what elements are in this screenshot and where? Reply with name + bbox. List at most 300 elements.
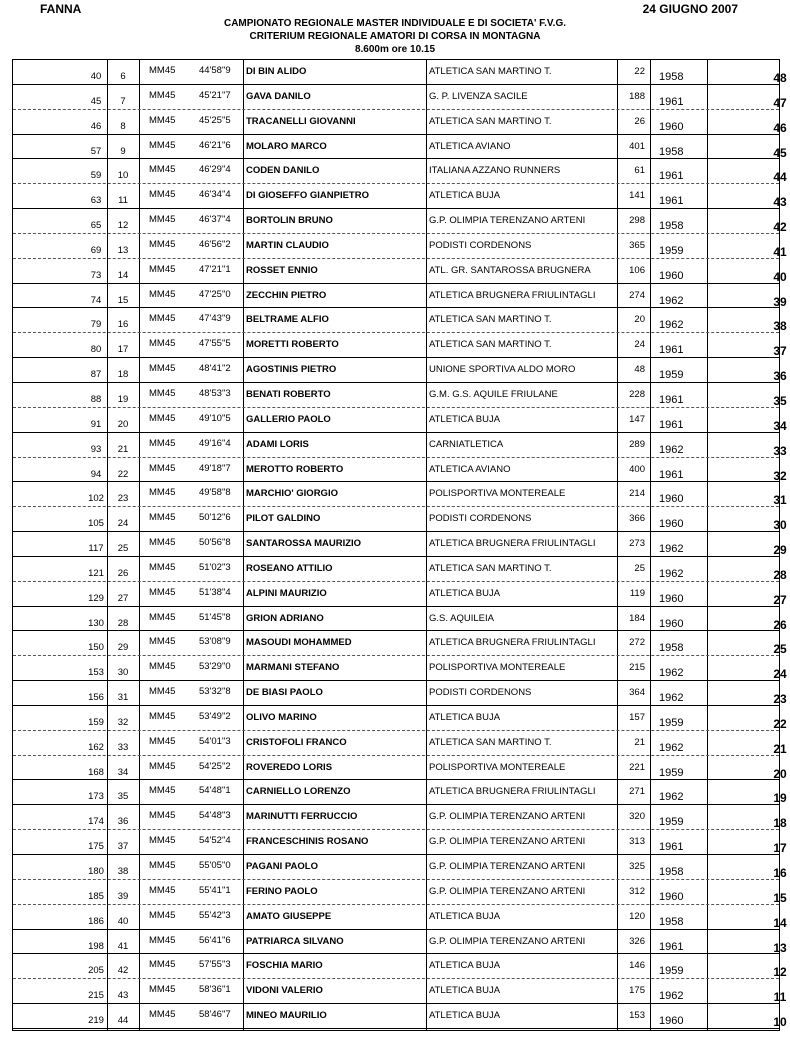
overall-position: 185 [88,890,104,902]
category: MM45 [149,238,176,250]
team-name: CARNIATLETICA [429,438,504,450]
overall-position: 186 [88,915,104,927]
category: MM45 [149,561,176,573]
birth-year: 1958 [659,866,684,878]
finish-time: 54'48"3 [199,810,231,822]
birth-year: 1959 [659,369,684,382]
bib-number: 146 [629,960,645,972]
athlete-name: FERINO PAOLO [246,885,318,897]
table-row [13,209,787,235]
points: 12 [773,965,787,980]
athlete-name: FRANCESCHINIS ROSANO [246,836,369,848]
category: MM45 [149,835,176,847]
table-row [13,681,787,707]
team-name: G.P. OLIMPIA TERENZANO ARTENI [429,836,586,848]
category-position: 7 [120,95,126,107]
overall-position: 130 [88,617,104,629]
finish-time: 51'38"4 [199,586,231,598]
bib-number: 184 [629,612,645,624]
birth-year: 1962 [659,567,684,580]
category: MM45 [149,636,176,648]
points: 40 [773,269,787,284]
bib-number: 188 [629,90,645,102]
team-name: ATLETICA BUJA [429,711,501,723]
athlete-name: PAGANI PAOLO [246,861,318,872]
category-position: 42 [117,965,129,977]
athlete-name: OLIVO MARINO [246,711,317,723]
team-name: ATLETICA BUJA [429,960,501,972]
championship-title: CAMPIONATO REGIONALE MASTER INDIVIDUALE E DI SOCIETA' F.V.G. [223,18,567,29]
birth-year: 1962 [659,543,684,556]
overall-position: 215 [88,990,104,1002]
category: MM45 [149,735,176,747]
category-position: 13 [117,244,129,256]
bib-number: 271 [629,786,645,798]
team-name: G. P. LIVENZA SACILE [429,90,528,102]
table-row [13,855,787,880]
points: 42 [773,220,787,235]
points: 19 [773,791,787,806]
birth-year: 1961 [659,468,684,481]
finish-time: 58'36"1 [199,984,231,996]
team-name: ATLETICA SAN MARTINO T. [429,339,552,351]
bib-number: 366 [629,513,645,525]
points: 32 [773,468,787,483]
category-position: 25 [117,543,129,555]
athlete-name: ADAMI LORIS [246,438,309,450]
table-row [13,358,787,384]
table-row [13,607,787,632]
points: 41 [773,244,787,259]
overall-position: 198 [88,940,104,952]
category: MM45 [149,760,176,772]
points: 26 [773,617,787,632]
overall-position: 150 [88,642,104,654]
table-row [13,954,787,980]
bib-number: 175 [629,985,645,997]
birth-year: 1960 [659,592,684,605]
points: 10 [773,1015,787,1030]
team-name: ATLETICA BRUGNERA FRIULINTAGLI [429,538,596,550]
bib-number: 289 [629,438,645,450]
table-row [13,582,787,607]
finish-time: 54'01"3 [199,735,231,747]
table-row [13,731,787,756]
team-name: ATLETICA BRUGNERA FRIULINTAGLI [429,786,596,798]
category-position: 31 [117,692,129,704]
bib-number: 24 [634,339,645,351]
finish-time: 49'16"4 [199,437,231,449]
athlete-name: MARINUTTI FERRUCCIO [246,811,358,823]
finish-time: 49'58"8 [199,487,231,499]
table-row [13,507,787,533]
athlete-name: DI GIOSEFFO GIANPIETRO [246,190,369,202]
category-position: 15 [117,294,129,306]
points: 23 [773,692,787,707]
finish-time: 44'58"9 [199,65,231,76]
birth-year: 1961 [659,940,684,953]
category-position: 44 [117,1015,129,1027]
birth-year: 1958 [659,915,684,928]
finish-time: 51'02"3 [199,561,231,573]
category: MM45 [149,189,176,201]
birth-year: 1960 [659,518,684,531]
athlete-name: CRISTOFOLI FRANCO [246,736,347,748]
bib-number: 325 [629,861,645,872]
table-row [13,830,787,856]
overall-position: 156 [88,692,104,704]
team-name: ATLETICA BRUGNERA FRIULINTAGLI [429,289,596,301]
birth-year: 1959 [659,716,684,729]
birth-year: 1962 [659,741,684,754]
finish-time: 53'49"2 [199,710,231,722]
category: MM45 [149,586,176,598]
points: 39 [773,294,787,309]
bib-number: 120 [629,910,645,922]
overall-position: 94 [90,468,102,480]
points: 37 [773,344,787,359]
athlete-name: MOLARO MARCO [246,140,327,152]
overall-position: 80 [90,344,102,356]
category-position: 10 [117,170,129,182]
category: MM45 [149,65,176,76]
category: MM45 [149,984,176,996]
table-row [13,656,787,682]
bib-number: 401 [629,140,645,152]
bib-number: 20 [634,314,645,326]
overall-position: 174 [88,816,104,828]
athlete-name: MINEO MAURILIO [246,1010,327,1022]
finish-time: 46'21"6 [199,139,231,151]
athlete-name: AMATO GIUSEPPE [246,910,332,922]
table-row [13,905,787,930]
bib-number: 400 [629,463,645,475]
team-name: ATLETICA SAN MARTINO T. [429,115,552,127]
category: MM45 [149,1009,176,1021]
category: MM45 [149,785,176,797]
category-position: 8 [120,120,126,132]
team-name: POLISPORTIVA MONTEREALE [429,761,566,773]
overall-position: 74 [90,294,102,306]
team-name: UNIONE SPORTIVA ALDO MORO [429,364,576,376]
points: 44 [773,170,787,185]
category-position: 12 [117,220,129,232]
birth-year: 1959 [659,766,684,779]
finish-time: 47'21"1 [199,263,231,275]
bib-number: 153 [629,1010,645,1022]
table-row [13,408,787,433]
category-position: 40 [117,915,129,927]
bib-number: 119 [629,587,645,599]
team-name: G.P. OLIMPIA TERENZANO ARTENI [429,215,586,227]
bib-number: 320 [629,811,645,823]
category-position: 21 [117,443,129,455]
points: 38 [773,319,787,334]
table-row [13,308,787,334]
finish-time: 54'52"4 [199,835,231,847]
criterium-title: CRITERIUM REGIONALE AMATORI DI CORSA IN MONTAGNA [249,31,541,42]
points: 22 [773,716,787,731]
birth-year: 1961 [659,170,684,183]
bib-number: 21 [634,736,645,748]
category: MM45 [149,611,176,623]
points: 16 [773,866,787,880]
athlete-name: AGOSTINIS PIETRO [246,364,337,376]
overall-position: 162 [88,741,104,753]
finish-time: 45'21"7 [199,89,231,101]
athlete-name: MASOUDI MOHAMMED [246,637,352,649]
team-name: PODISTI CORDENONS [429,239,532,251]
bib-number: 214 [629,488,645,500]
bib-number: 106 [629,264,645,276]
table-row [13,184,787,210]
category-position: 24 [117,518,129,530]
bib-number: 313 [629,836,645,848]
category: MM45 [149,387,176,399]
birth-year: 1960 [659,493,684,506]
athlete-name: BENATI ROBERTO [246,388,331,400]
category-position: 22 [117,468,129,480]
points: 21 [773,741,787,756]
athlete-name: ROSEANO ATTILIO [246,562,333,574]
table-row [13,557,787,582]
category: MM45 [149,412,176,424]
table-row [13,284,787,309]
team-name: ATLETICA SAN MARTINO T. [429,736,552,748]
finish-time: 46'56"2 [199,238,231,250]
bib-number: 147 [629,413,645,425]
category: MM45 [149,959,176,971]
table-row [13,1004,787,1030]
athlete-name: VIDONI VALERIO [246,985,323,997]
overall-position: 159 [88,716,104,728]
team-name: ATLETICA AVIANO [429,140,511,152]
event-date: 24 GIUGNO 2007 [642,2,738,16]
category: MM45 [149,909,176,921]
table-row [13,930,787,955]
points: 13 [773,940,787,955]
birth-year: 1960 [659,890,684,903]
category-position: 43 [117,990,129,1002]
team-name: PODISTI CORDENONS [429,513,532,525]
points: 15 [773,890,787,905]
team-name: G.P. OLIMPIA TERENZANO ARTENI [429,935,586,947]
table-row [13,333,787,359]
category-position: 33 [117,741,129,753]
table-row [13,458,787,483]
overall-position: 219 [88,1015,104,1027]
table-row [13,433,787,458]
table-row [13,532,787,558]
points: 34 [773,418,787,433]
finish-time: 45'25"5 [199,114,231,126]
finish-time: 50'56"8 [199,537,231,549]
category: MM45 [149,338,176,350]
category-position: 39 [117,890,129,902]
table-row [13,60,787,85]
birth-year: 1958 [659,220,684,233]
team-name: PODISTI CORDENONS [429,687,532,699]
table-row [13,706,787,731]
team-name: G.P. OLIMPIA TERENZANO ARTENI [429,861,586,872]
team-name: G.S. AQUILEIA [429,612,494,624]
overall-position: 117 [88,543,104,555]
birth-year: 1961 [659,418,684,431]
team-name: ATLETICA SAN MARTINO T. [429,66,552,77]
category: MM45 [149,487,176,499]
finish-time: 47'25"0 [199,288,231,300]
bib-number: 61 [634,165,645,177]
category-position: 41 [117,940,129,952]
points: 31 [773,493,787,508]
points: 33 [773,443,787,458]
points: 20 [773,766,787,781]
overall-position: 73 [90,269,102,281]
finish-time: 55'05"0 [199,860,231,871]
category-position: 28 [117,617,129,629]
birth-year: 1958 [659,71,684,83]
category: MM45 [149,114,176,126]
birth-year: 1961 [659,344,684,357]
finish-time: 46'34"4 [199,189,231,201]
points: 27 [773,592,787,607]
category: MM45 [149,810,176,822]
points: 14 [773,915,787,930]
athlete-name: MORETTI ROBERTO [246,339,339,351]
athlete-name: CODEN DANILO [246,165,320,177]
birth-year: 1959 [659,244,684,257]
overall-position: 168 [88,766,104,778]
points: 29 [773,543,787,558]
category-position: 17 [117,344,129,356]
finish-time: 53'29"0 [199,661,231,673]
table-row [13,780,787,806]
category-position: 16 [117,319,129,331]
bib-number: 221 [629,761,645,773]
category-position: 6 [120,71,126,82]
category: MM45 [149,139,176,151]
points: 25 [773,642,787,657]
athlete-name: PATRIARCA SILVANO [246,935,344,947]
category: MM45 [149,164,176,176]
overall-position: 87 [90,369,102,381]
table-row [13,756,787,781]
finish-time: 51'45"8 [199,611,231,623]
category-position: 36 [117,816,129,828]
category-position: 35 [117,791,129,803]
category-position: 14 [117,269,129,281]
athlete-name: GALLERIO PAOLO [246,413,331,425]
category: MM45 [149,263,176,275]
overall-position: 63 [90,195,102,207]
category: MM45 [149,884,176,896]
overall-position: 59 [90,170,102,182]
table-row [13,234,787,259]
bib-number: 312 [629,885,645,897]
table-row [13,259,787,284]
overall-position: 45 [90,95,102,107]
finish-time: 48'41"2 [199,363,231,375]
table-row [13,110,787,135]
bib-number: 215 [629,662,645,674]
bib-number: 273 [629,538,645,550]
overall-position: 129 [88,592,104,604]
athlete-name: BELTRAME ALFIO [246,314,329,326]
finish-time: 46'37"4 [199,214,231,226]
bib-number: 365 [629,239,645,251]
points: 30 [773,518,787,533]
table-row [13,85,787,110]
athlete-name: DI BIN ALIDO [246,66,307,77]
overall-position: 57 [90,145,102,157]
category-position: 29 [117,642,129,654]
category: MM45 [149,214,176,226]
finish-time: 46'29"4 [199,164,231,176]
category-position: 30 [117,667,129,679]
overall-position: 153 [88,667,104,679]
table-row [13,383,787,408]
birth-year: 1962 [659,692,684,705]
overall-position: 105 [88,518,104,530]
points: 45 [773,145,787,160]
bib-number: 326 [629,935,645,947]
overall-position: 40 [90,71,102,82]
athlete-name: GRION ADRIANO [246,612,324,624]
overall-position: 69 [90,244,102,256]
points: 18 [773,816,787,831]
athlete-name: ZECCHIN PIETRO [246,289,327,301]
category-position: 32 [117,716,129,728]
results-rows [13,60,787,1030]
overall-position: 173 [88,791,104,803]
overall-position: 46 [90,120,102,132]
athlete-name: GAVA DANILO [246,90,311,102]
athlete-name: PILOT GALDINO [246,513,321,525]
category-position: 23 [117,493,129,505]
finish-time: 53'08"9 [199,636,231,648]
birth-year: 1961 [659,393,684,406]
finish-time: 54'48"1 [199,785,231,797]
athlete-name: CARNIELLO LORENZO [246,786,351,798]
category-position: 9 [120,145,126,157]
team-name: ITALIANA AZZANO RUNNERS [429,165,561,177]
team-name: G.M. G.S. AQUILE FRIULANE [429,388,558,400]
table-row [13,805,787,831]
category: MM45 [149,710,176,722]
category: MM45 [149,537,176,549]
birth-year: 1958 [659,145,684,158]
points: 35 [773,393,787,408]
birth-year: 1959 [659,816,684,829]
birth-year: 1962 [659,791,684,804]
team-name: ATLETICA BUJA [429,190,501,202]
finish-time: 47'55"5 [199,338,231,350]
athlete-name: MARMANI STEFANO [246,662,340,674]
team-name: ATL. GR. SANTAROSSA BRUGNERA [429,264,591,276]
finish-time: 54'25"2 [199,760,231,772]
athlete-name: ROVEREDO LORIS [246,761,333,773]
bib-number: 48 [634,364,645,376]
birth-year: 1962 [659,443,684,456]
athlete-name: MEROTTO ROBERTO [246,463,344,475]
finish-time: 47'43"9 [199,313,231,325]
athlete-name: BORTOLIN BRUNO [246,215,333,227]
bib-number: 298 [629,215,645,227]
overall-position: 93 [90,443,102,455]
category-position: 38 [117,866,129,877]
table-row [13,880,787,905]
birth-year: 1959 [659,965,684,978]
